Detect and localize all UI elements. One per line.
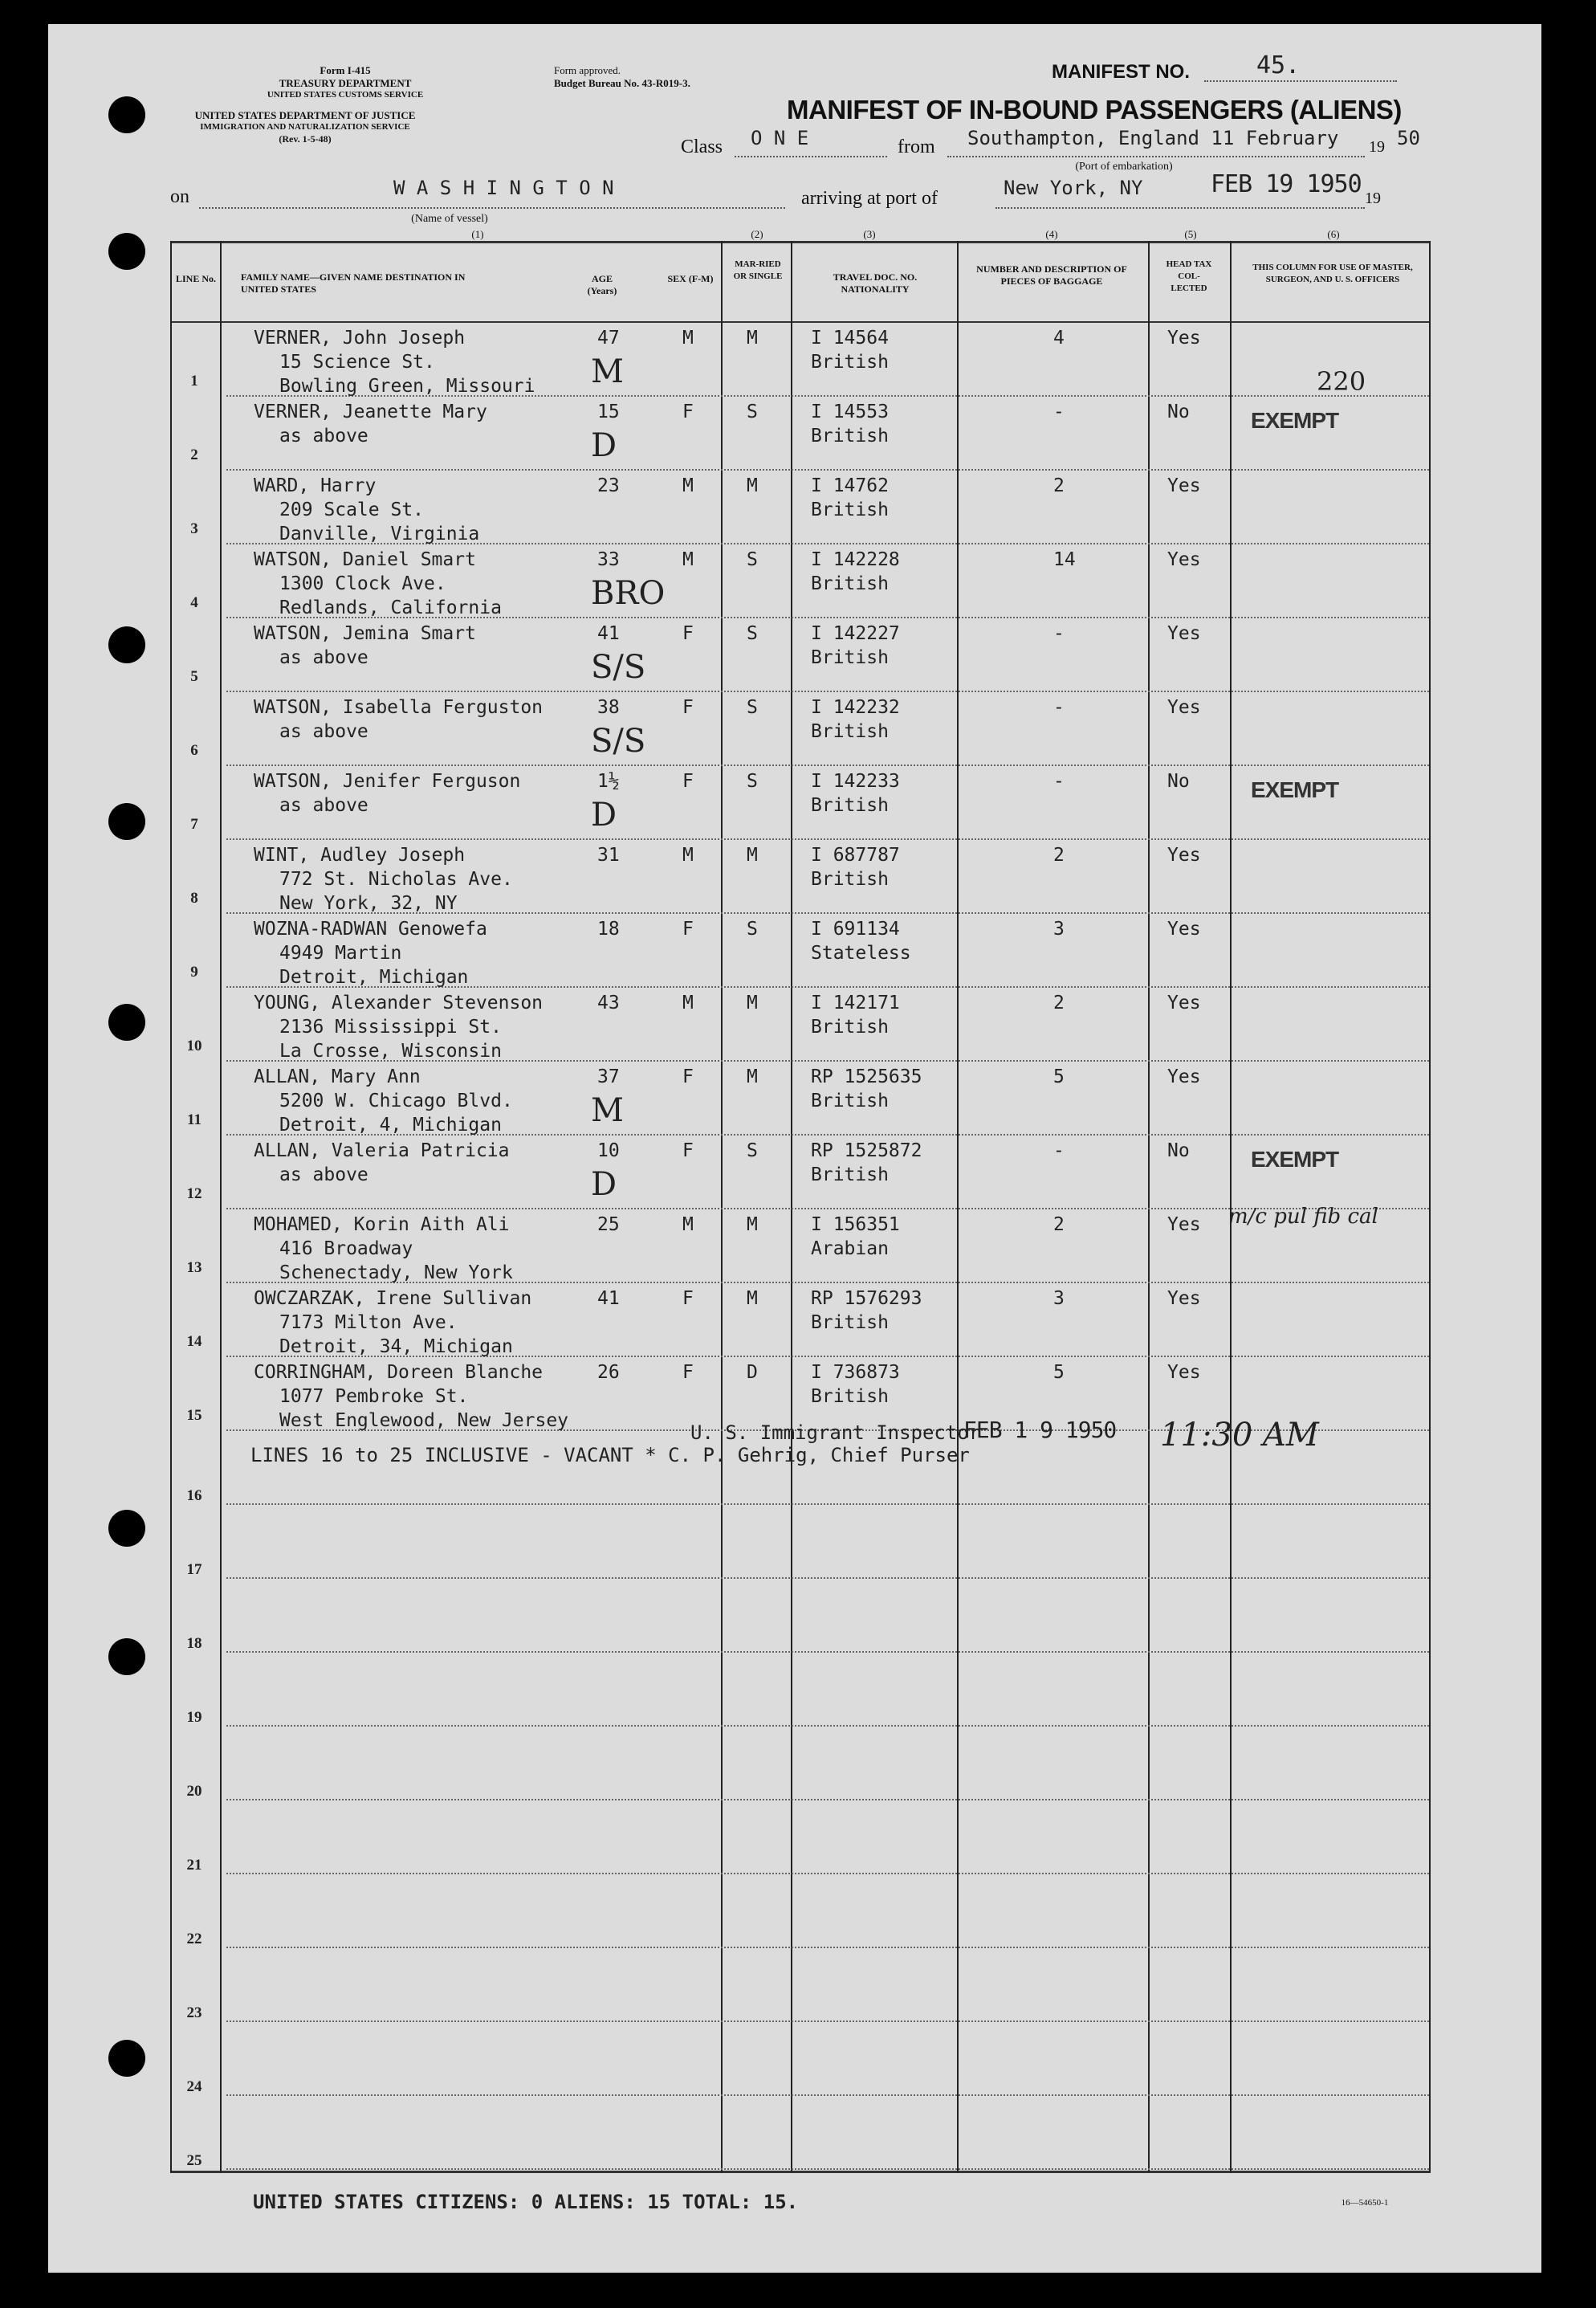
binder-hole (108, 626, 145, 663)
vessel-name: W A S H I N G T O N (393, 177, 614, 199)
baggage-count: - (1053, 1140, 1065, 1161)
class-underline (735, 156, 887, 157)
passenger-age: 47 (597, 328, 620, 349)
binder-hole (108, 1004, 145, 1041)
baggage-count: - (1053, 771, 1065, 792)
manifest-no-label: MANIFEST NO. (1052, 61, 1190, 83)
passenger-marital-status: M (747, 1288, 758, 1309)
head-tax-status: Yes (1167, 1288, 1201, 1309)
col-num-5: (5) (1184, 228, 1197, 240)
travel-doc-number: I 14564 (811, 328, 889, 349)
passenger-name: MOHAMED, Korin Aith Ali (254, 1214, 510, 1235)
line-number: 2 (190, 447, 198, 463)
col-rule (957, 241, 959, 2172)
from-label: from (898, 137, 935, 157)
table-bottom-rule (170, 2171, 1431, 2173)
travel-doc-number: I 691134 (811, 919, 900, 940)
head-tax-status: Yes (1167, 623, 1201, 644)
passenger-name: YOUNG, Alexander Stevenson (254, 993, 544, 1013)
header-travel-doc: TRAVEL DOC. NO. NATIONALITY (833, 271, 918, 295)
passenger-name: WATSON, Jenifer Ferguson (254, 771, 521, 792)
passenger-age: 41 (597, 623, 620, 644)
line-number: 3 (190, 520, 198, 537)
passenger-destination: Schenectady, New York (279, 1262, 513, 1283)
head-tax-status: No (1167, 1140, 1190, 1161)
passenger-marital-status: M (747, 993, 758, 1013)
header-sex: SEX (F-M) (667, 273, 714, 284)
line-number: 20 (186, 1783, 202, 1800)
empty-row (226, 1873, 1429, 1874)
treasury-dept: TREASURY DEPARTMENT (279, 77, 412, 89)
passenger-nationality: British (811, 721, 889, 742)
handwritten-annotation: S/S (591, 649, 646, 686)
empty-row (226, 1651, 1429, 1653)
passenger-age: 25 (597, 1214, 620, 1235)
class-value: O N E (751, 127, 809, 149)
passenger-nationality: British (811, 500, 889, 520)
ins-label: IMMIGRATION AND NATURALIZATION SERVICE (200, 122, 410, 132)
exempt-stamp: EXEMPT (1251, 777, 1339, 802)
passenger-age: 43 (597, 993, 620, 1013)
doj-label: UNITED STATES DEPARTMENT OF JUSTICE (194, 109, 416, 121)
arriving-label: arriving at port of (801, 188, 938, 209)
passenger-address: 5200 W. Chicago Blvd. (279, 1091, 513, 1111)
passenger-address: 7173 Milton Ave. (279, 1312, 458, 1333)
empty-row (226, 1799, 1429, 1800)
passenger-destination: Bowling Green, Missouri (279, 376, 535, 397)
passenger-name: ALLAN, Valeria Patricia (254, 1140, 510, 1161)
passenger-destination: La Crosse, Wisconsin (279, 1041, 502, 1062)
passenger-marital-status: M (747, 1214, 758, 1235)
col-rule (791, 241, 792, 2172)
baggage-count: 14 (1053, 549, 1076, 570)
travel-doc-number: I 142171 (811, 993, 900, 1013)
passenger-destination: Redlands, California (279, 597, 502, 618)
year-value: 50 (1397, 127, 1420, 149)
passenger-marital-status: D (747, 1362, 758, 1383)
col-num-2: (2) (751, 228, 763, 240)
travel-doc-number: I 142233 (811, 771, 900, 792)
inspector-label: U. S. Immigrant Inspector (690, 1421, 981, 1444)
travel-doc-number: I 142232 (811, 697, 900, 718)
line-number: 24 (186, 2078, 202, 2095)
binder-hole (108, 233, 145, 270)
line-number: 7 (190, 816, 198, 833)
passenger-nationality: British (811, 352, 889, 373)
passenger-nationality: British (811, 1164, 889, 1185)
passenger-address: as above (279, 721, 368, 742)
arriving-port: New York, NY (1004, 177, 1143, 199)
baggage-count: 2 (1053, 475, 1065, 496)
year-prefix: 19 (1369, 138, 1385, 156)
port-embark-caption: (Port of embarkation) (1075, 161, 1173, 173)
passenger-marital-status: S (747, 771, 758, 792)
head-tax-status: No (1167, 402, 1190, 422)
head-tax-status: Yes (1167, 475, 1201, 496)
passenger-marital-status: M (747, 845, 758, 866)
baggage-count: - (1053, 697, 1065, 718)
passenger-nationality: British (811, 1091, 889, 1111)
handwritten-time: 11:30 AM (1160, 1417, 1319, 1454)
header-line-no: LINE No. (175, 273, 216, 284)
col-num-3: (3) (863, 228, 876, 240)
inspector-date-stamp: FEB 1 9 1950 (963, 1417, 1117, 1443)
passenger-nationality: British (811, 647, 889, 668)
passenger-marital-status: S (747, 402, 758, 422)
line-number: 18 (186, 1635, 202, 1652)
line-number: 22 (186, 1931, 202, 1947)
line-number: 1 (190, 373, 198, 389)
form-approved: Form approved. (554, 64, 621, 76)
passenger-age: 31 (597, 845, 620, 866)
passenger-age: 10 (597, 1140, 620, 1161)
manifest-no-underline (1204, 80, 1397, 82)
handwritten-annotation: D (591, 797, 617, 834)
header-name: FAMILY NAME—GIVEN NAME DESTINATION IN UNITED STATES (241, 271, 466, 295)
travel-doc-number: I 687787 (811, 845, 900, 866)
passenger-destination: Danville, Virginia (279, 524, 480, 544)
passenger-address: 1300 Clock Ave. (279, 573, 446, 594)
baggage-count: 2 (1053, 993, 1065, 1013)
passenger-name: VERNER, John Joseph (254, 328, 466, 349)
baggage-count: 4 (1053, 328, 1065, 349)
passenger-nationality: British (811, 426, 889, 447)
baggage-count: 2 (1053, 845, 1065, 866)
head-tax-status: Yes (1167, 697, 1201, 718)
passenger-nationality: British (811, 1386, 889, 1407)
page-title: MANIFEST OF IN-BOUND PASSENGERS (ALIENS) (787, 95, 1402, 124)
passenger-address: as above (279, 1164, 368, 1185)
passenger-nationality: British (811, 573, 889, 594)
passenger-name: WARD, Harry (254, 475, 377, 496)
passenger-nationality: British (811, 869, 889, 890)
empty-row (226, 1503, 1429, 1505)
vessel-caption: (Name of vessel) (411, 213, 488, 225)
travel-doc-number: I 142228 (811, 549, 900, 570)
passenger-name: CORRINGHAM, Doreen Blanche (254, 1362, 544, 1383)
passenger-age: 38 (597, 697, 620, 718)
from-underline (947, 156, 1365, 157)
table-row (226, 469, 1429, 471)
travel-doc-number: RP 1576293 (811, 1288, 922, 1309)
passenger-age: 15 (597, 402, 620, 422)
passenger-sex: M (682, 328, 694, 349)
head-tax-status: Yes (1167, 549, 1201, 570)
travel-doc-number: I 14762 (811, 475, 889, 496)
line-number: 6 (190, 742, 198, 759)
line-number: 9 (190, 964, 198, 981)
baggage-count: - (1053, 623, 1065, 644)
line-number: 4 (190, 594, 198, 611)
handwritten-page-count: 220 (1317, 366, 1366, 397)
footer-totals: UNITED STATES CITIZENS: 0 ALIENS: 15 TOTAL: 15. (253, 2191, 799, 2213)
binder-hole (108, 1510, 145, 1547)
passenger-sex: F (682, 623, 694, 644)
baggage-count: 3 (1053, 1288, 1065, 1309)
line-number: 5 (190, 668, 198, 685)
col-rule (1429, 241, 1431, 2172)
passenger-sex: F (682, 1066, 694, 1087)
passenger-address: 2136 Mississippi St. (279, 1017, 502, 1038)
col-num-6: (6) (1327, 228, 1340, 240)
line-number: 21 (186, 1857, 202, 1874)
customs-service: UNITED STATES CUSTOMS SERVICE (267, 90, 424, 100)
line-number: 19 (186, 1709, 202, 1726)
empty-row (226, 1577, 1429, 1579)
binder-hole (108, 2040, 145, 2077)
passenger-name: WATSON, Jemina Smart (254, 623, 476, 644)
passenger-nationality: British (811, 1312, 889, 1333)
budget-bureau: Budget Bureau No. 43-R019-3. (554, 77, 690, 89)
handwritten-annotation: D (591, 1166, 617, 1203)
head-tax-status: No (1167, 771, 1190, 792)
passenger-sex: F (682, 1362, 694, 1383)
table-top-rule (170, 241, 1431, 243)
binder-hole (108, 803, 145, 840)
line-number: 12 (186, 1185, 202, 1202)
baggage-count: 3 (1053, 919, 1065, 940)
empty-row (226, 1725, 1429, 1727)
passenger-nationality: Arabian (811, 1238, 889, 1259)
handwritten-annotation: D (591, 427, 617, 464)
head-tax-status: Yes (1167, 328, 1201, 349)
footer-form-code: 16—54650-1 (1341, 2198, 1389, 2208)
col-rule (220, 241, 222, 2172)
travel-doc-number: I 156351 (811, 1214, 900, 1235)
table-row (226, 838, 1429, 840)
passenger-marital-status: M (747, 475, 758, 496)
binder-hole (108, 1638, 145, 1675)
passenger-marital-status: S (747, 697, 758, 718)
passenger-sex: M (682, 993, 694, 1013)
passenger-marital-status: S (747, 919, 758, 940)
passenger-sex: F (682, 1140, 694, 1161)
passenger-sex: M (682, 549, 694, 570)
header-baggage: NUMBER AND DESCRIPTION OF PIECES OF BAGGAGE (976, 263, 1127, 287)
table-row (226, 765, 1429, 766)
baggage-count: 2 (1053, 1214, 1065, 1235)
passenger-sex: F (682, 697, 694, 718)
passenger-name: VERNER, Jeanette Mary (254, 402, 487, 422)
handwritten-annotation: M (591, 353, 624, 390)
passenger-marital-status: M (747, 1066, 758, 1087)
passenger-age: 33 (597, 549, 620, 570)
baggage-count: 5 (1053, 1066, 1065, 1087)
passenger-destination: Detroit, 4, Michigan (279, 1115, 502, 1136)
line-number: 17 (186, 1561, 202, 1578)
travel-doc-number: I 736873 (811, 1362, 900, 1383)
passenger-sex: F (682, 402, 694, 422)
from-value: Southampton, England 11 February (967, 127, 1339, 149)
vessel-underline (199, 207, 785, 209)
passenger-name: WOZNA-RADWAN Genowefa (254, 919, 487, 940)
passenger-marital-status: M (747, 328, 758, 349)
baggage-count: 5 (1053, 1362, 1065, 1383)
passenger-sex: M (682, 845, 694, 866)
table-header-rule (170, 321, 1431, 323)
empty-row (226, 1947, 1429, 1948)
table-row (226, 691, 1429, 692)
line-number: 16 (186, 1487, 202, 1504)
passenger-address: 209 Scale St. (279, 500, 425, 520)
passenger-address: 15 Science St. (279, 352, 435, 373)
handwritten-annotation: S/S (591, 723, 646, 760)
line-number: 11 (187, 1111, 202, 1128)
exempt-stamp: EXEMPT (1251, 1147, 1339, 1172)
line-number: 13 (186, 1259, 202, 1276)
passenger-nationality: British (811, 1017, 889, 1038)
passenger-age: 18 (597, 919, 620, 940)
passenger-address: 4949 Martin (279, 943, 402, 964)
line-number: 10 (186, 1038, 202, 1054)
passenger-address: 416 Broadway (279, 1238, 413, 1259)
travel-doc-number: I 14553 (811, 402, 889, 422)
passenger-marital-status: S (747, 623, 758, 644)
header-age: AGE (Years) (587, 273, 617, 296)
passenger-marital-status: S (747, 1140, 758, 1161)
passenger-age: 26 (597, 1362, 620, 1383)
rev-label: (Rev. 1-5-48) (279, 133, 332, 145)
line-number: 8 (190, 890, 198, 907)
passenger-sex: M (682, 1214, 694, 1235)
header-officers: THIS COLUMN FOR USE OF MASTER, SURGEON, AND U. S. OFFICERS (1252, 263, 1413, 284)
head-tax-status: Yes (1167, 1066, 1201, 1087)
passenger-destination: West Englewood, New Jersey (279, 1410, 569, 1431)
passenger-destination: Detroit, 34, Michigan (279, 1336, 513, 1357)
form-number: Form I-415 (320, 64, 371, 76)
passenger-age: 41 (597, 1288, 620, 1309)
passenger-sex: F (682, 771, 694, 792)
header-married: MAR-RIED OR SINGLE (733, 259, 783, 281)
handwritten-officer-note: m/c pul fib cal (1228, 1205, 1378, 1229)
passenger-sex: F (682, 1288, 694, 1309)
on-label: on (170, 186, 189, 207)
passenger-address: as above (279, 426, 368, 447)
passenger-address: 772 St. Nicholas Ave. (279, 869, 513, 890)
exempt-stamp: EXEMPT (1251, 408, 1339, 433)
empty-row (226, 2094, 1429, 2096)
passenger-age: 1½ (597, 771, 620, 792)
line-number: 14 (186, 1333, 202, 1350)
binder-hole (108, 96, 145, 133)
arrival-date-stamp: FEB 19 1950 (1211, 170, 1362, 198)
passenger-name: ALLAN, Mary Ann (254, 1066, 421, 1087)
passenger-sex: M (682, 475, 694, 496)
travel-doc-number: RP 1525872 (811, 1140, 922, 1161)
col-num-4: (4) (1045, 228, 1058, 240)
line-number: 25 (186, 2152, 202, 2169)
line-number: 15 (186, 1407, 202, 1424)
col-num-1: (1) (471, 228, 484, 240)
passenger-nationality: British (811, 795, 889, 816)
col-rule (1148, 241, 1150, 2172)
passenger-destination: Detroit, Michigan (279, 967, 469, 988)
passenger-name: WATSON, Isabella Ferguston (254, 697, 544, 718)
line-number: 23 (186, 2004, 202, 2021)
head-tax-status: Yes (1167, 993, 1201, 1013)
class-label: Class (681, 137, 723, 157)
handwritten-annotation: M (591, 1092, 624, 1129)
passenger-address: as above (279, 795, 368, 816)
passenger-sex: F (682, 919, 694, 940)
manifest-no: 45. (1256, 51, 1301, 80)
passenger-address: as above (279, 647, 368, 668)
head-tax-status: Yes (1167, 845, 1201, 866)
passenger-marital-status: S (747, 549, 758, 570)
head-tax-status: Yes (1167, 1362, 1201, 1383)
baggage-count: - (1053, 402, 1065, 422)
head-tax-status: Yes (1167, 1214, 1201, 1235)
handwritten-annotation: BRO (591, 575, 666, 612)
passenger-age: 37 (597, 1066, 620, 1087)
empty-row (226, 2168, 1429, 2170)
passenger-name: WATSON, Daniel Smart (254, 549, 476, 570)
travel-doc-number: I 142227 (811, 623, 900, 644)
passenger-name: WINT, Audley Joseph (254, 845, 466, 866)
passenger-destination: New York, 32, NY (279, 893, 458, 914)
passenger-age: 23 (597, 475, 620, 496)
vacant-lines-note: LINES 16 to 25 INCLUSIVE - VACANT * C. P. Gehrig, Chief Purser (250, 1444, 970, 1466)
passenger-address: 1077 Pembroke St. (279, 1386, 469, 1407)
travel-doc-number: RP 1525635 (811, 1066, 922, 1087)
arrival-year-suffix: 19 (1365, 190, 1381, 207)
head-tax-status: Yes (1167, 919, 1201, 940)
empty-row (226, 2021, 1429, 2022)
col-rule (721, 241, 723, 2172)
arriving-underline (995, 207, 1365, 209)
header-head-tax: HEAD TAX COL-LECTED (1166, 259, 1212, 293)
passenger-nationality: Stateless (811, 943, 911, 964)
passenger-name: OWCZARZAK, Irene Sullivan (254, 1288, 532, 1309)
